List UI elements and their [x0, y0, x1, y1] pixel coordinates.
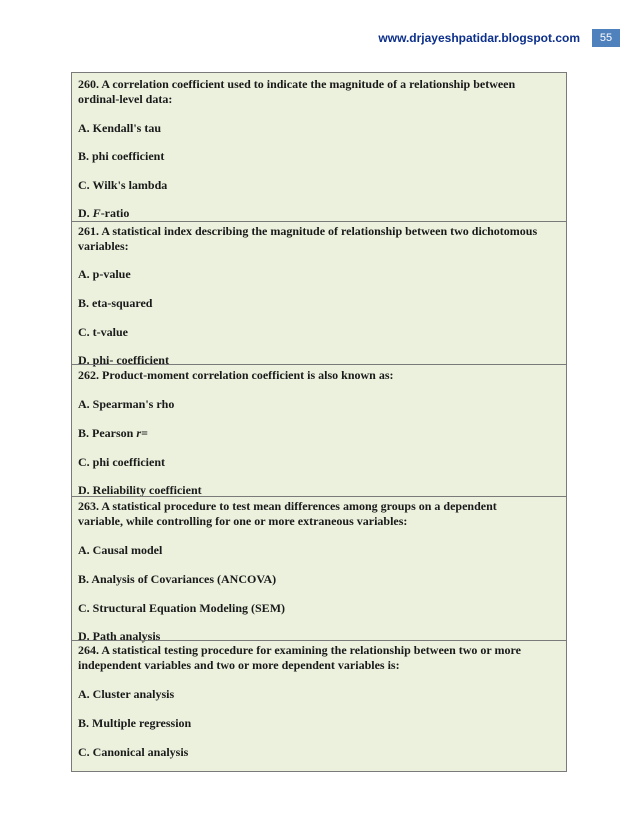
option-a: A. p-value: [78, 267, 131, 281]
option-b: B. Pearson r=: [78, 426, 148, 440]
site-url[interactable]: www.drjayeshpatidar.blogspot.com: [378, 31, 580, 45]
question-260: [72, 73, 566, 221]
option-c: C. Wilk's lambda: [78, 178, 168, 192]
question-264: [72, 640, 566, 771]
option-c: C. Structural Equation Modeling (SEM): [78, 601, 286, 615]
option-c: C. Canonical analysis: [78, 745, 189, 759]
option-c: C. phi coefficient: [78, 455, 165, 469]
option-d: D. Reliability coefficient: [78, 483, 202, 497]
option-a: A. Kendall's tau: [78, 121, 162, 135]
question-262: [72, 364, 566, 496]
option-c: C. t-value: [78, 325, 128, 339]
question-stem: 261. A statistical index describing the magnitude of relationship between two dichotomous: [78, 224, 538, 238]
question-stem-cont: variables:: [78, 239, 129, 253]
question-stem-cont: ordinal-level data:: [78, 92, 173, 106]
option-b: B. phi coefficient: [78, 149, 165, 163]
option-d: D. phi- coefficient: [78, 353, 169, 367]
option-b: B. Multiple regression: [78, 716, 192, 730]
option-b: B. Analysis of Covariances (ANCOVA): [78, 572, 277, 586]
question-stem: 262. Product-moment correlation coefficient is also known as:: [78, 368, 394, 382]
question-261: [72, 221, 566, 367]
page-header: [378, 28, 620, 48]
page-number: 55: [592, 29, 620, 47]
question-stem-cont: variable, while controlling for one or more extraneous variables:: [78, 514, 408, 528]
option-a: A. Causal model: [78, 543, 163, 557]
option-a: A. Spearman's rho: [78, 397, 175, 411]
option-d: D. F-ratio: [78, 206, 130, 220]
question-stem: 260. A correlation coefficient used to indicate the magnitude of a relationship between: [78, 77, 516, 91]
question-263: [72, 496, 566, 643]
question-table: [71, 72, 567, 772]
option-d: D. Path analysis: [78, 629, 161, 643]
option-a: A. Cluster analysis: [78, 687, 175, 701]
question-stem: 263. A statistical procedure to test mean differences among groups on a dependent: [78, 499, 497, 513]
question-stem: 264. A statistical testing procedure for examining the relationship between two or more: [78, 643, 521, 657]
question-stem-cont: independent variables and two or more dependent variables is:: [78, 658, 400, 672]
option-b: B. eta-squared: [78, 296, 153, 310]
